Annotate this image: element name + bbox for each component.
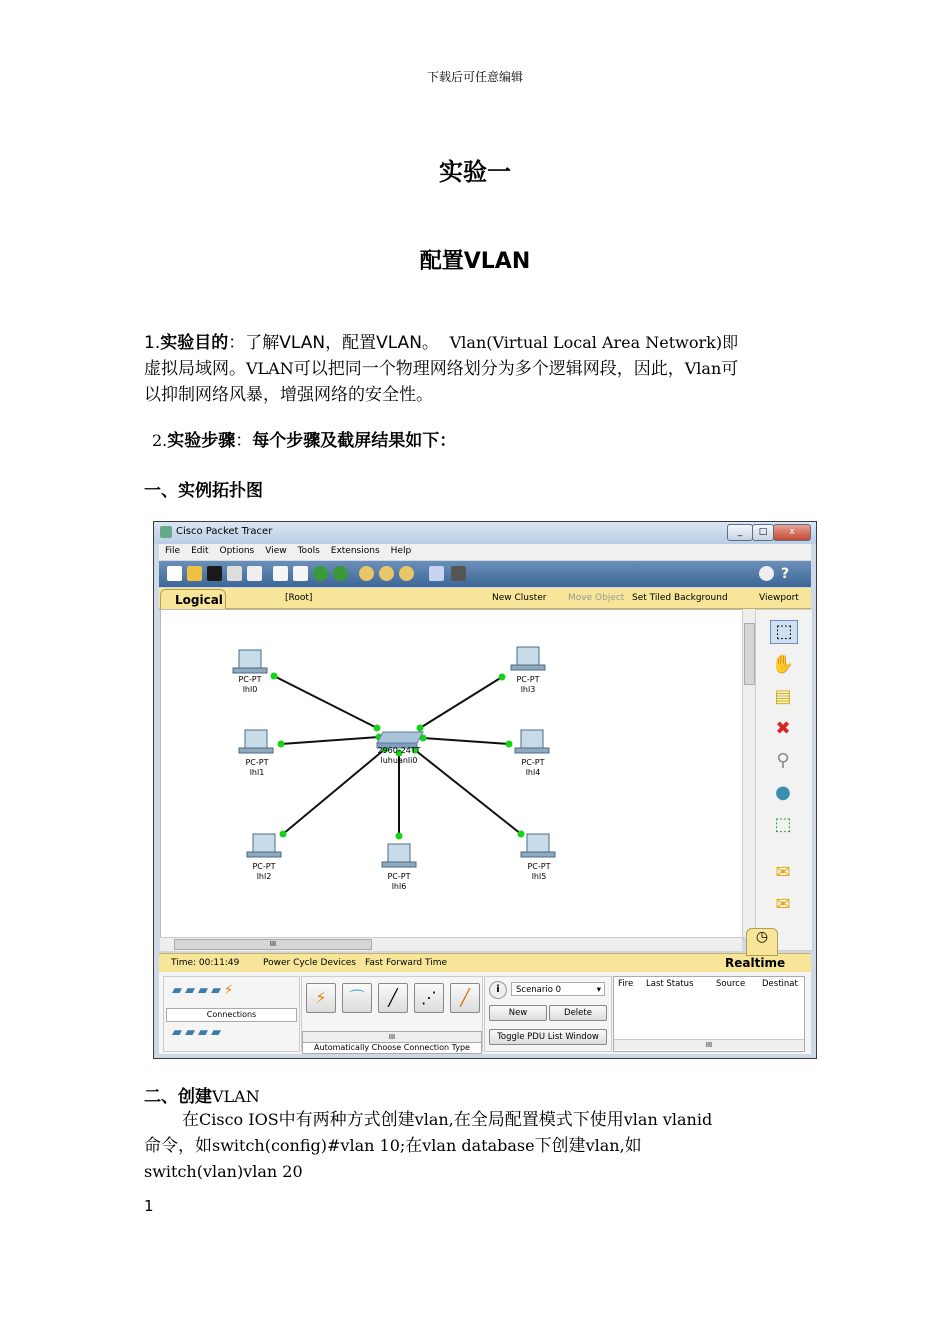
switch-model: 2960-24TT bbox=[377, 746, 421, 755]
switch-name: luhuanli0 bbox=[380, 756, 418, 765]
fast-forward-button[interactable]: Fast Forward Time bbox=[365, 958, 448, 968]
status-bar bbox=[159, 953, 811, 972]
toolbar bbox=[159, 561, 811, 587]
topology-diagram bbox=[161, 610, 743, 938]
bottom-panel bbox=[159, 972, 811, 1054]
delete-scenario-button[interactable]: Delete bbox=[549, 1005, 607, 1021]
link-lhl1 bbox=[281, 737, 379, 744]
copy-icon[interactable] bbox=[273, 566, 288, 581]
copper-straight-icon[interactable]: ╱ bbox=[378, 983, 408, 1013]
new-cluster-button[interactable]: New Cluster bbox=[492, 593, 547, 603]
pc-lhl4 bbox=[515, 730, 549, 753]
new-scenario-button[interactable]: New bbox=[489, 1005, 547, 1021]
link-lhl4 bbox=[423, 738, 509, 744]
root-label[interactable]: [Root] bbox=[285, 593, 313, 603]
maximize-button[interactable]: □ bbox=[752, 524, 774, 541]
menu-edit[interactable]: Edit bbox=[191, 546, 209, 556]
scenario-select[interactable]: Scenario 0 ▾ bbox=[511, 982, 605, 996]
connections-label: Connections bbox=[166, 1008, 297, 1022]
help-icon[interactable]: ? bbox=[781, 566, 790, 582]
menu-bar bbox=[159, 544, 811, 560]
draw-shape-icon[interactable]: ● bbox=[775, 782, 791, 803]
link-lhl5 bbox=[415, 750, 521, 834]
menu-extensions[interactable]: Extensions bbox=[330, 546, 380, 556]
connection-subtype-icons[interactable]: ▰▰▰▰ bbox=[172, 1025, 224, 1040]
svg-text:lhl6: lhl6 bbox=[391, 882, 407, 891]
vertical-scroll-thumb[interactable] bbox=[744, 623, 755, 685]
zoom-in-icon[interactable] bbox=[359, 566, 374, 581]
console-cable-icon[interactable]: ⌒ bbox=[342, 983, 372, 1013]
svg-text:PC-PT: PC-PT bbox=[245, 758, 269, 767]
scenario-panel bbox=[484, 976, 612, 1052]
palette-icon[interactable] bbox=[429, 566, 444, 581]
redo-icon[interactable] bbox=[333, 566, 348, 581]
undo-icon[interactable] bbox=[313, 566, 328, 581]
pc-lhl2 bbox=[247, 834, 281, 857]
menu-options[interactable]: Options bbox=[219, 546, 255, 556]
paragraph-purpose: 1.实验目的：了解VLAN，配置VLAN。 Vlan(Virtual Local Area Network)即 虚拟局域网。VLAN可以把同一个物理网络划分为多个逻辑网段，因此，Vlan可 以抑制网络风暴，增强网络的安全性。 bbox=[144, 333, 739, 405]
doc-subtitle: 配置VLAN bbox=[419, 249, 531, 274]
fiber-icon[interactable]: ╱ bbox=[450, 983, 480, 1013]
note-icon[interactable]: ▤ bbox=[774, 686, 792, 707]
section-heading-topology: 一、实例拓扑图 bbox=[144, 481, 263, 501]
topology-canvas[interactable] bbox=[160, 609, 744, 939]
connection-type-label: Automatically Choose Connection Type bbox=[302, 1042, 482, 1054]
paste-icon[interactable] bbox=[293, 566, 308, 581]
svg-text:lhl0: lhl0 bbox=[242, 685, 258, 694]
menu-view[interactable]: View bbox=[265, 546, 287, 556]
connection-scrollbar[interactable]: III bbox=[302, 1031, 482, 1043]
add-complex-pdu-icon[interactable]: ✉ bbox=[775, 894, 791, 915]
packet-tracer-window bbox=[153, 521, 817, 1059]
horizontal-scroll-thumb[interactable]: III bbox=[174, 939, 372, 950]
add-simple-pdu-icon[interactable]: ✉ bbox=[775, 862, 791, 883]
scenario-info-icon[interactable]: i bbox=[489, 981, 507, 999]
pc-lhl5 bbox=[521, 834, 555, 857]
svg-text:lhl1: lhl1 bbox=[249, 768, 265, 777]
window-title: Cisco Packet Tracer bbox=[176, 526, 273, 537]
time-display: Time: 00:11:49 bbox=[171, 958, 240, 968]
svg-text:PC-PT: PC-PT bbox=[527, 862, 551, 871]
paragraph-steps: 2.实验步骤：每个步骤及截屏结果如下： bbox=[152, 431, 457, 451]
toggle-pdu-list-button[interactable]: Toggle PDU List Window bbox=[489, 1029, 607, 1045]
print-icon[interactable] bbox=[227, 566, 242, 581]
common-tools-panel bbox=[755, 609, 813, 951]
delete-icon[interactable]: ✖ bbox=[775, 718, 791, 739]
link-lhl2 bbox=[283, 749, 385, 834]
svg-text:PC-PT: PC-PT bbox=[252, 862, 276, 871]
menu-tools[interactable]: Tools bbox=[297, 546, 320, 556]
svg-text:lhl4: lhl4 bbox=[525, 768, 541, 777]
pc-lhl1 bbox=[239, 730, 273, 753]
page-number: 1 bbox=[144, 1197, 154, 1215]
workspace-bar bbox=[159, 588, 811, 609]
horizontal-scrollbar[interactable] bbox=[160, 937, 742, 951]
move-layout-icon[interactable]: ✋ bbox=[771, 654, 795, 675]
svg-text:PC-PT: PC-PT bbox=[521, 758, 545, 767]
new-icon[interactable] bbox=[167, 566, 182, 581]
svg-text:lhl5: lhl5 bbox=[531, 872, 547, 881]
connection-type-panel bbox=[301, 976, 483, 1052]
vertical-scrollbar[interactable] bbox=[742, 609, 755, 937]
close-button[interactable]: x bbox=[773, 524, 811, 541]
resize-shape-icon[interactable]: ⬚ bbox=[774, 814, 792, 835]
realtime-mode-tab[interactable]: Realtime bbox=[725, 956, 786, 970]
chevron-down-icon: ▾ bbox=[596, 985, 601, 995]
pc-lhl3 bbox=[511, 647, 545, 670]
copper-cross-icon[interactable]: ⋰ bbox=[414, 983, 444, 1013]
column-destination: Destinat bbox=[762, 979, 798, 989]
select-tool-icon[interactable]: ⬚ bbox=[770, 620, 798, 644]
pdu-list-table bbox=[613, 976, 805, 1052]
device-category-icons[interactable]: ▰▰▰▰⚡ bbox=[172, 983, 237, 998]
info-icon[interactable] bbox=[759, 566, 774, 581]
logical-tab-label: Logical bbox=[175, 593, 223, 607]
link-lhl3 bbox=[420, 677, 502, 728]
open-icon[interactable] bbox=[187, 566, 202, 581]
svg-text:PC-PT: PC-PT bbox=[387, 872, 411, 881]
column-fire: Fire bbox=[618, 979, 634, 989]
section-heading-create-vlan: 二、创建VLAN bbox=[144, 1087, 260, 1107]
pc-lhl0 bbox=[233, 650, 267, 673]
power-cycle-button[interactable]: Power Cycle Devices bbox=[263, 958, 356, 968]
save-icon[interactable] bbox=[207, 566, 222, 581]
window-titlebar bbox=[154, 522, 816, 544]
inspect-icon[interactable]: ⚲ bbox=[776, 750, 790, 771]
column-last-status: Last Status bbox=[646, 979, 694, 989]
custom-device-icon[interactable] bbox=[451, 566, 466, 581]
app-icon bbox=[160, 526, 172, 538]
device-type-panel bbox=[163, 976, 300, 1052]
pdu-scrollbar[interactable]: III bbox=[614, 1039, 804, 1050]
set-tiled-background-button[interactable]: Set Tiled Background bbox=[632, 593, 728, 603]
zoom-out-icon[interactable] bbox=[399, 566, 414, 581]
move-object-button[interactable]: Move Object bbox=[568, 593, 625, 603]
menu-file[interactable]: File bbox=[165, 546, 181, 556]
zoom-reset-icon[interactable] bbox=[379, 566, 394, 581]
activity-wizard-icon[interactable] bbox=[247, 566, 262, 581]
svg-text:lhl2: lhl2 bbox=[256, 872, 272, 881]
svg-text:PC-PT: PC-PT bbox=[516, 675, 540, 684]
svg-text:lhl3: lhl3 bbox=[520, 685, 536, 694]
pc-lhl6 bbox=[382, 844, 416, 867]
doc-title: 实验一 bbox=[439, 158, 511, 186]
minimize-button[interactable]: _ bbox=[727, 524, 753, 541]
column-source: Source bbox=[716, 979, 746, 989]
viewport-button[interactable]: Viewport bbox=[759, 593, 799, 603]
svg-text:PC-PT: PC-PT bbox=[238, 675, 262, 684]
auto-connection-icon[interactable]: ⚡ bbox=[306, 983, 336, 1013]
header-note: 下载后可任意编辑 bbox=[426, 70, 523, 84]
link-lhl0 bbox=[274, 676, 377, 728]
realtime-clock-icon[interactable]: ◷ bbox=[746, 928, 778, 956]
menu-help[interactable]: Help bbox=[390, 546, 412, 556]
paragraph-create-vlan: 在Cisco IOS中有两种方式创建vlan,在全局配置模式下使用vlan vlanid 命令，如switch(config)#vlan 10;在vlan database下创建vlan,如 switch(vlan)vlan 20 bbox=[144, 1110, 713, 1181]
